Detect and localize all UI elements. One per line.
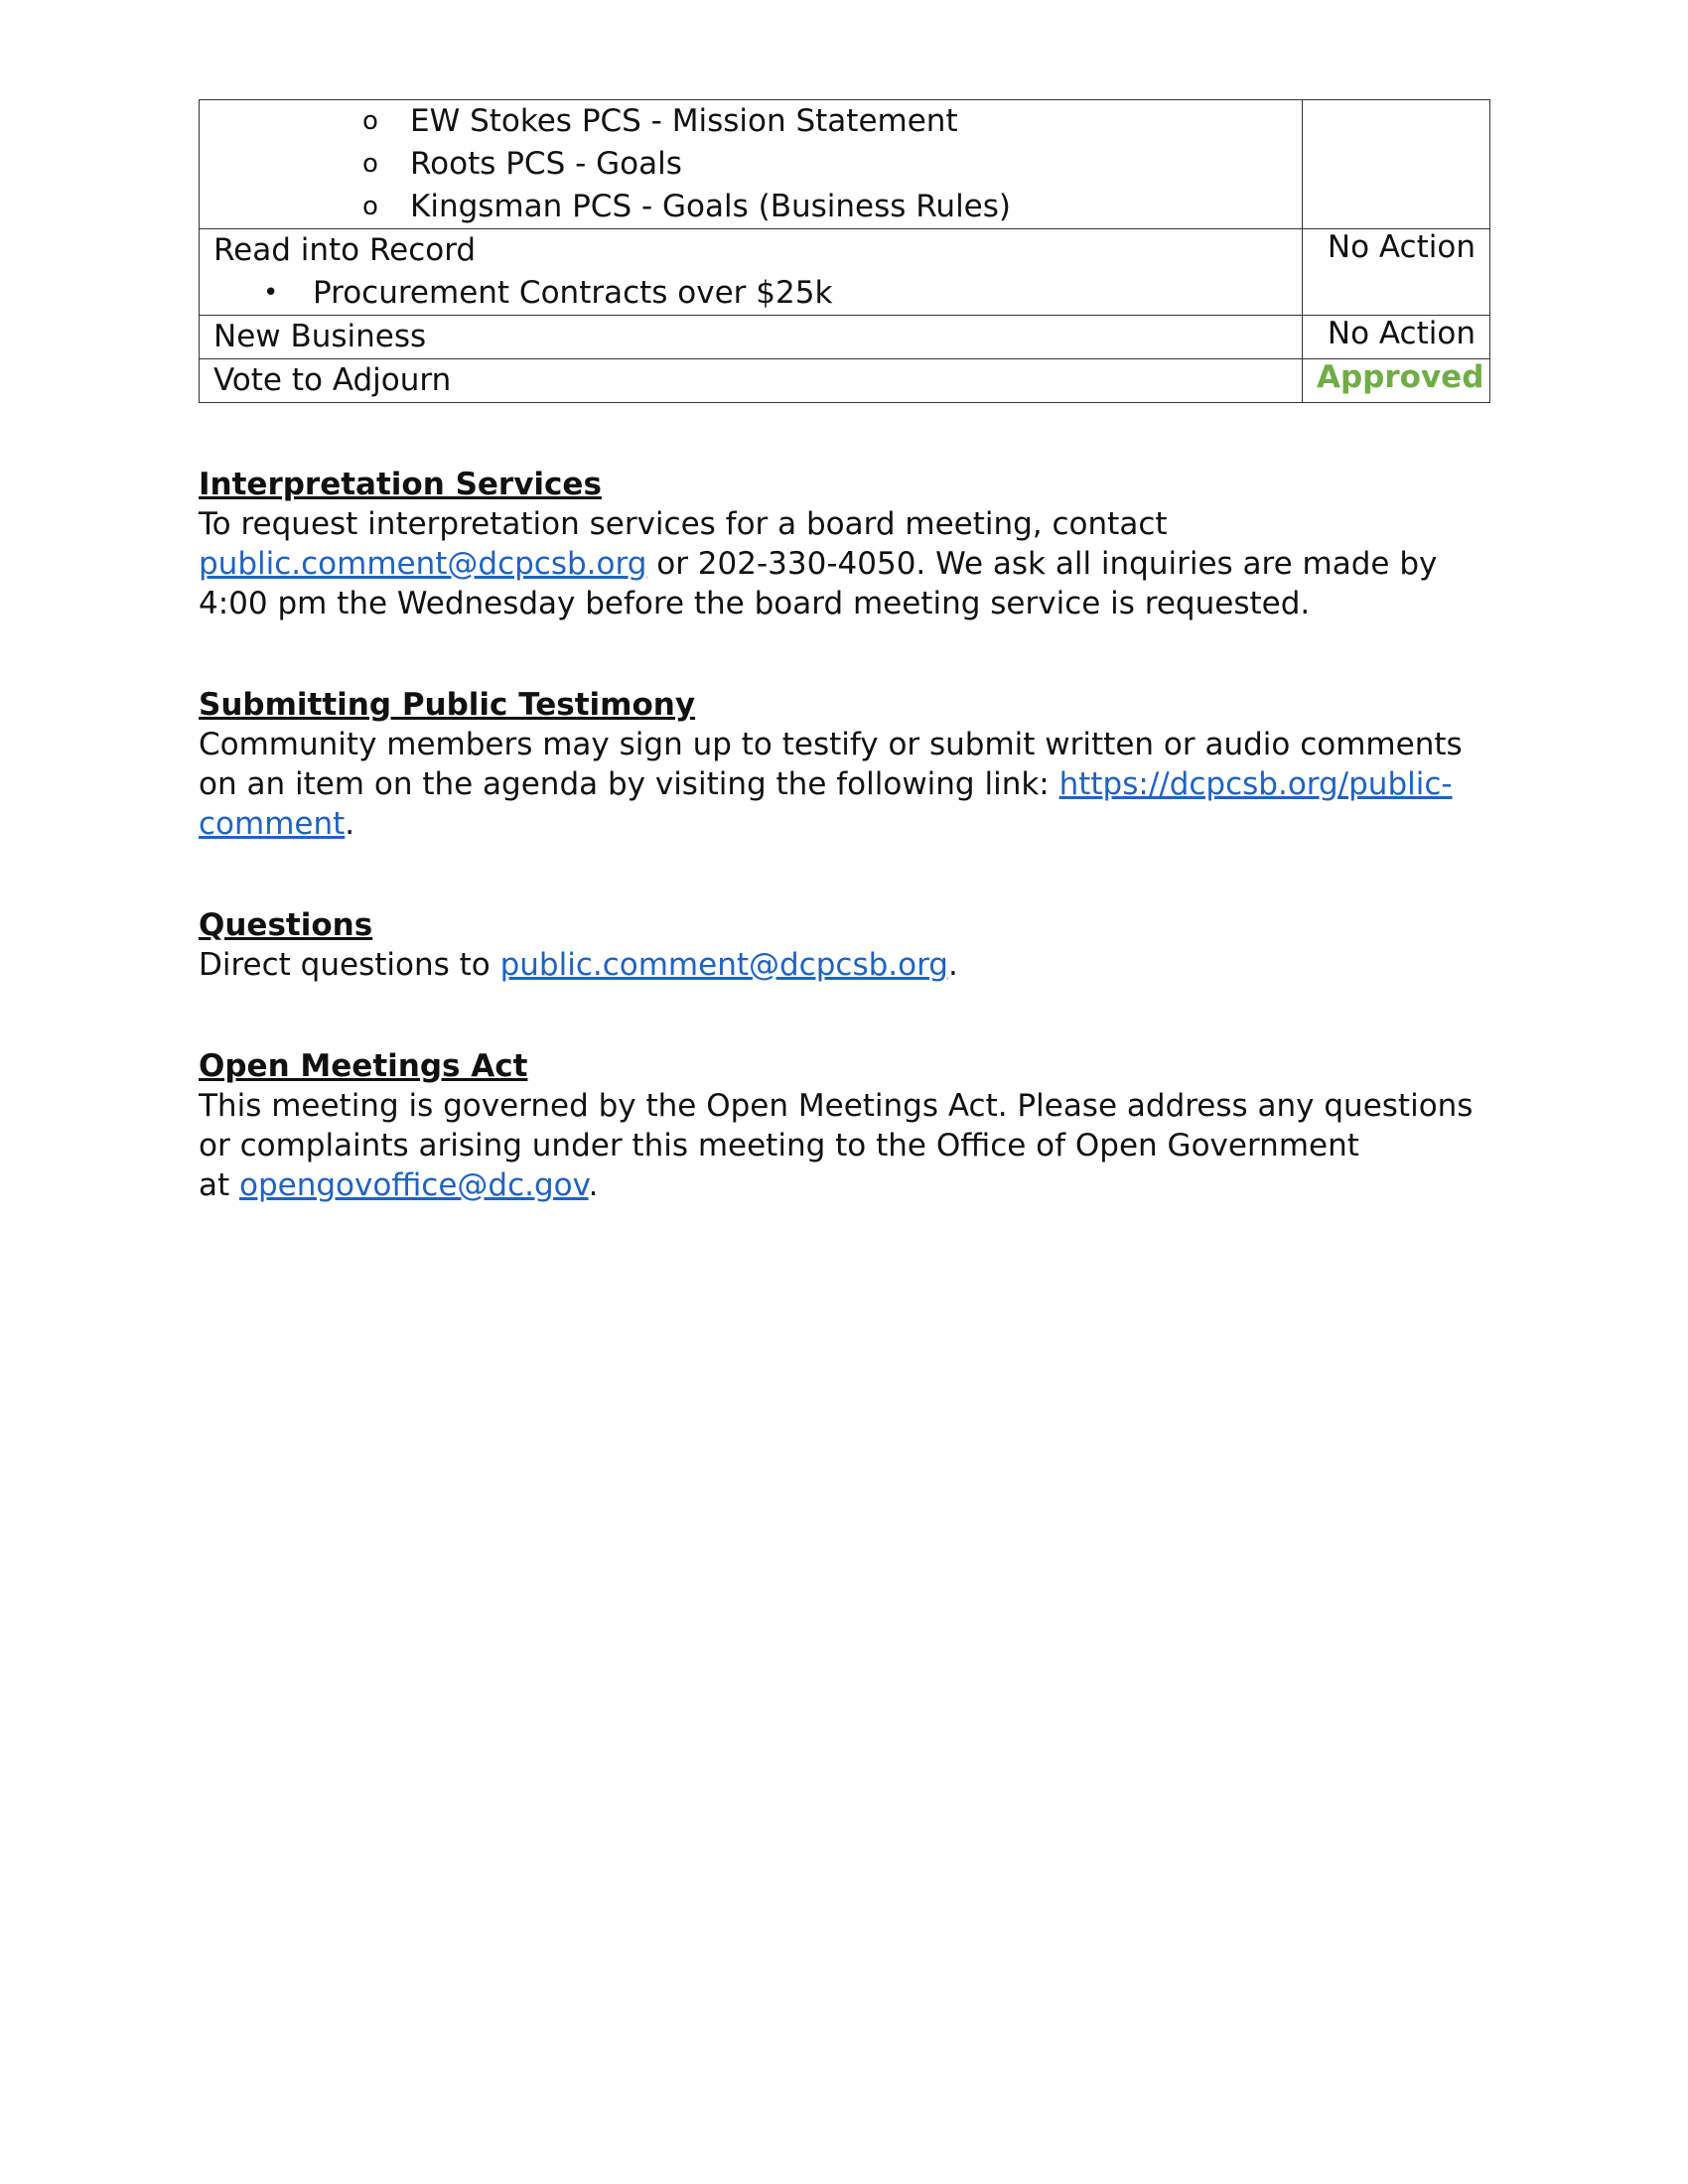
body-text: or 202-330-4050. We ask all inquiries are made by 4:00 pm the Wednesday before the board meeting service is requested. [199, 546, 1438, 621]
agenda-status-cell [1303, 100, 1490, 229]
public-comment-link[interactable]: https://dcpcsb.org/public-comment [199, 766, 1453, 842]
section-body [199, 945, 1499, 985]
body-text: Community members may sign up to testify or submit written or audio comments on an item on the agenda by visiting the following link: [199, 727, 1463, 802]
sub-item-text: Procurement Contracts over $25k [313, 275, 833, 311]
circle-bullet-icon: o [362, 192, 378, 221]
body-text: at [199, 1167, 240, 1203]
body-text: This meeting is governed by the Open Meetings Act. Please address any questions or complaints arising under this meeting to the Office of Open Government [199, 1088, 1474, 1163]
email-link[interactable]: public.comment@dcpcsb.org [199, 546, 647, 582]
agenda-table [199, 99, 1490, 403]
section-body [199, 725, 1499, 844]
email-link[interactable]: public.comment@dcpcsb.org [499, 947, 948, 983]
agenda-item-cell [200, 359, 1303, 403]
section-title: Submitting Public Testimony [199, 687, 696, 723]
section-title: Open Meetings Act [199, 1048, 528, 1084]
body-text: . [947, 947, 958, 983]
circle-bullet-icon: o [362, 106, 378, 136]
agenda-item-title: Read into Record [213, 232, 477, 268]
section-body [199, 504, 1499, 623]
list-item [213, 143, 1288, 186]
agenda-status-cell: No Action [1303, 229, 1490, 316]
section-title: Questions [199, 907, 373, 943]
bullet-icon: • [263, 278, 279, 308]
sub-item-text: EW Stokes PCS - Mission Statement [410, 103, 958, 139]
body-text: . [345, 806, 355, 842]
open-meetings-section [199, 1046, 1499, 1205]
document-page [199, 99, 1489, 1205]
agenda-item-cell [200, 316, 1303, 359]
list-item [213, 100, 1288, 143]
body-text: Direct questions to [199, 947, 500, 983]
table-row [200, 359, 1490, 403]
questions-section [199, 905, 1499, 985]
email-link[interactable]: opengovoffice@dc.gov [239, 1167, 589, 1203]
list-item [213, 186, 1288, 228]
table-row [200, 229, 1490, 316]
testimony-section [199, 685, 1499, 844]
body-text: To request interpretation services for a board meeting, contact [199, 506, 1168, 542]
sub-item-text: Kingsman PCS - Goals (Business Rules) [410, 189, 1011, 224]
section-body [199, 1086, 1499, 1205]
agenda-item-cell [200, 100, 1303, 229]
table-row [200, 100, 1490, 229]
list-item [213, 272, 1288, 315]
approved-status: Approved [1303, 359, 1490, 403]
agenda-item-title: Vote to Adjourn [213, 362, 452, 398]
section-title: Interpretation Services [199, 467, 602, 502]
agenda-item-title: New Business [213, 319, 427, 354]
agenda-item-cell [200, 229, 1303, 316]
interpretation-section [199, 465, 1499, 623]
table-row [200, 316, 1490, 359]
sub-item-text: Roots PCS - Goals [410, 146, 682, 182]
body-text: . [588, 1167, 599, 1203]
circle-bullet-icon: o [362, 149, 378, 179]
agenda-status-cell: No Action [1303, 316, 1490, 359]
